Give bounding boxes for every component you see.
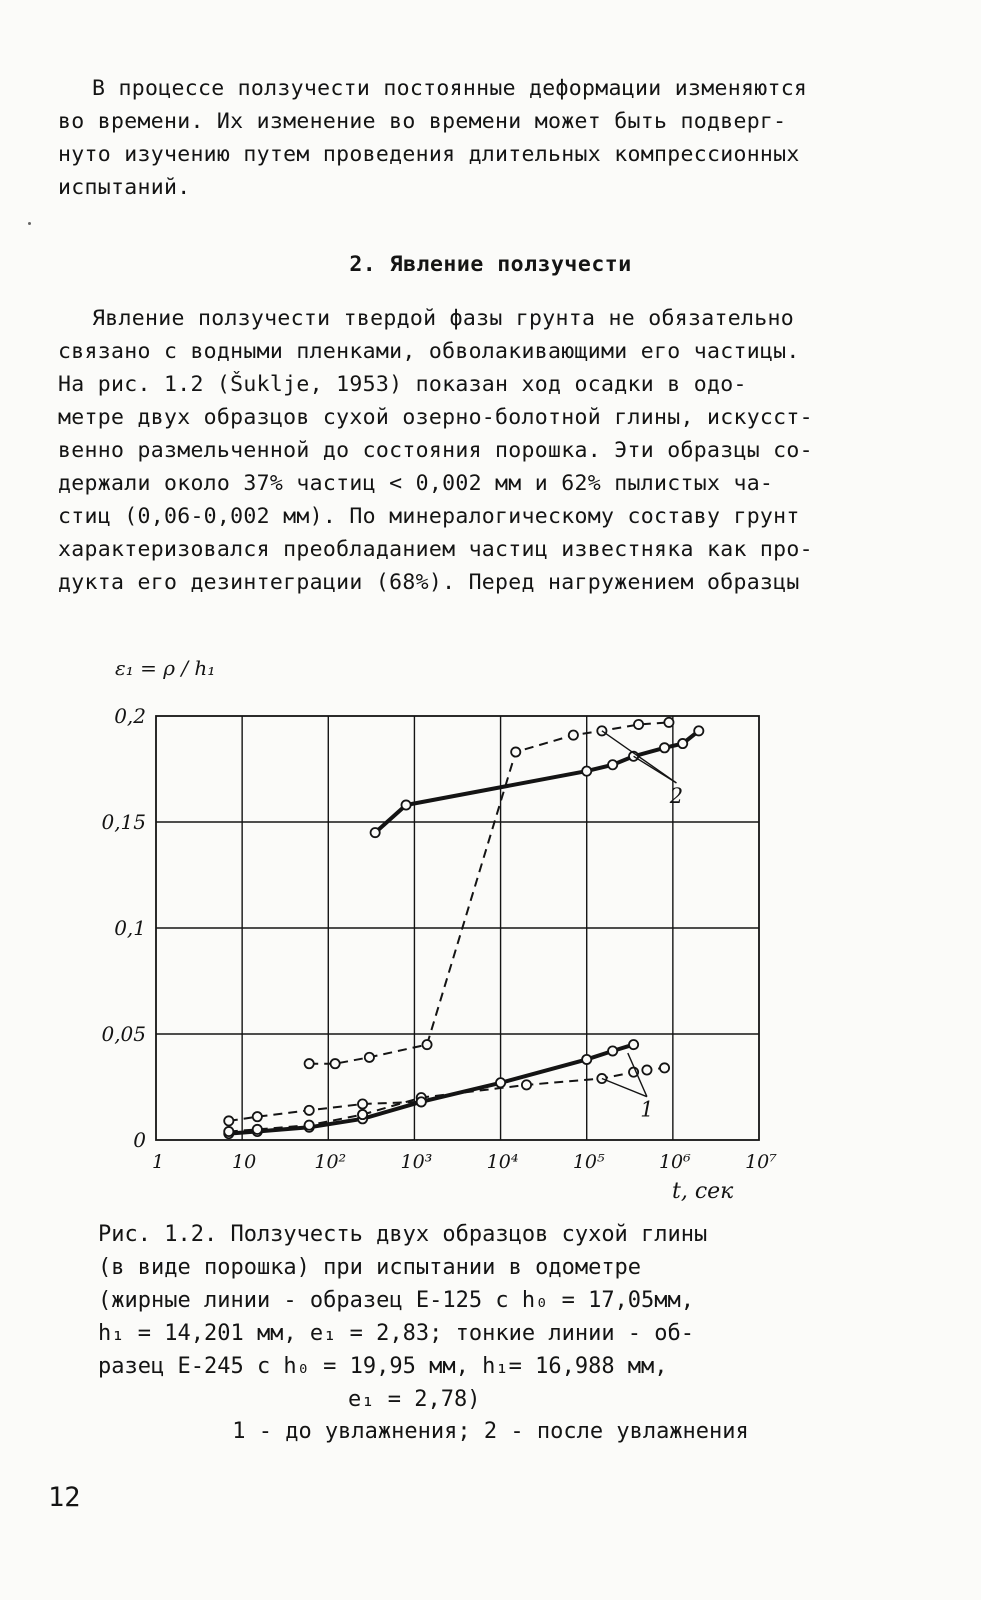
text-line: испытаний.	[58, 175, 191, 200]
data-point-marker	[305, 1106, 314, 1115]
x-tick-label: 10²	[314, 1151, 347, 1173]
caption-line: e₁ = 2,78)	[348, 1387, 481, 1412]
y-tick-label: 0	[133, 1128, 146, 1152]
data-point-marker	[634, 720, 643, 729]
text-line: В процессе ползучести постоянные деформации изменяются	[92, 76, 808, 101]
data-point-marker	[253, 1125, 262, 1134]
y-tick-label: 0,05	[101, 1022, 146, 1046]
data-point-marker	[224, 1116, 233, 1125]
x-tick-label: 1	[151, 1151, 165, 1173]
data-point-marker	[511, 747, 520, 756]
x-tick-label: 10⁴	[486, 1151, 519, 1173]
series-annotation-label: 1	[640, 1097, 654, 1122]
y-tick-label: 0,2	[114, 704, 146, 728]
caption-line: (в виде порошка) при испытании в одометре	[98, 1255, 642, 1280]
caption-line: Рис. 1.2. Ползучесть двух образцов сухой глины	[98, 1222, 708, 1247]
section-heading: 2. Явление ползучести	[349, 252, 632, 277]
text-line: держали около 37% частиц < 0,002 мм и 62% пылистых ча-	[58, 471, 774, 496]
y-axis-label: ε₁ = ρ / h₁	[115, 656, 216, 680]
x-axis-label: t, сек	[672, 1179, 734, 1204]
series-annotation-label: 2	[669, 783, 684, 808]
data-point-marker	[629, 1040, 638, 1049]
data-point-marker	[305, 1121, 314, 1130]
data-point-marker	[522, 1080, 531, 1089]
figure-caption	[98, 1218, 858, 1416]
data-point-marker	[642, 1065, 651, 1074]
data-point-marker	[224, 1127, 233, 1136]
caption-line: h₁ = 14,201 мм, e₁ = 2,83; тонкие линии - об-	[98, 1321, 695, 1346]
series-5	[305, 718, 674, 1069]
creep-chart	[90, 630, 810, 1210]
data-point-marker	[331, 1059, 340, 1068]
annotation-leader	[602, 731, 677, 783]
text-line: характеризовался преобладанием частиц известняка как про-	[58, 537, 813, 562]
data-point-marker	[694, 726, 703, 735]
y-tick-labels	[101, 704, 146, 1152]
data-point-marker	[608, 1046, 617, 1055]
series-1	[224, 1040, 638, 1138]
series-line	[375, 731, 699, 833]
text-line: стиц (0,06-0,002 мм). По минералогическому составу грунт	[58, 504, 800, 529]
data-point-marker	[305, 1059, 314, 1068]
data-point-marker	[253, 1112, 262, 1121]
data-point-marker	[358, 1110, 367, 1119]
text-line: метре двух образцов сухой озерно-болотной глины, искусст-	[58, 405, 813, 430]
scan-speck	[28, 222, 31, 225]
x-tick-label: 10⁶	[658, 1151, 691, 1173]
caption-legend: 1 - до увлажнения; 2 - после увлажнения	[232, 1419, 749, 1444]
text-line: дукта его дезинтеграции (68%). Перед нагружением образцы	[58, 570, 800, 595]
y-tick-label: 0,1	[114, 916, 146, 940]
text-line: во времени. Их изменение во времени может быть подверг-	[58, 109, 787, 134]
series-annotations	[602, 731, 683, 1122]
x-tick-label: 10⁵	[572, 1151, 605, 1173]
annotation-leader	[634, 756, 677, 783]
data-point-marker	[569, 730, 578, 739]
data-point-marker	[371, 828, 380, 837]
paragraph-creep-phenomenon	[58, 302, 920, 599]
x-tick-label: 10³	[400, 1151, 433, 1173]
data-point-marker	[660, 1063, 669, 1072]
x-tick-labels	[152, 1151, 777, 1173]
data-point-marker	[422, 1040, 431, 1049]
text-line: Явление ползучести твердой фазы грунта не обязательно	[92, 306, 794, 331]
data-point-marker	[660, 743, 669, 752]
chart-grid	[156, 716, 759, 1140]
series-line	[229, 1045, 634, 1134]
page-number: 12	[48, 1482, 81, 1513]
text-line: На рис. 1.2 (Šuklje, 1953) показан ход осадки в одо-	[58, 372, 747, 397]
text-line: венно размельченной до состояния порошка. Эти образцы со-	[58, 438, 813, 463]
text-line: нуто изучению путем проведения длительных компрессионных	[58, 142, 800, 167]
data-point-marker	[358, 1099, 367, 1108]
series-3	[371, 726, 704, 837]
data-point-marker	[365, 1053, 374, 1062]
data-point-marker	[417, 1097, 426, 1106]
data-point-marker	[582, 767, 591, 776]
paragraph-creep-intro	[58, 72, 920, 204]
caption-line: (жирные линии - образец E-125 с h₀ = 17,05мм,	[98, 1288, 695, 1313]
data-point-marker	[608, 760, 617, 769]
data-point-marker	[664, 718, 673, 727]
data-point-marker	[597, 1074, 606, 1083]
y-tick-label: 0,15	[101, 810, 146, 834]
x-tick-label: 10	[232, 1151, 257, 1173]
data-point-marker	[678, 739, 687, 748]
data-point-marker	[401, 800, 410, 809]
series-line	[309, 722, 669, 1063]
data-point-marker	[597, 726, 606, 735]
caption-line: разец E-245 с h₀ = 19,95 мм, h₁= 16,988 мм,	[98, 1354, 668, 1379]
data-point-marker	[582, 1055, 591, 1064]
data-point-marker	[496, 1078, 505, 1087]
text-line: связано с водными пленками, обволакивающими его частицы.	[58, 339, 800, 364]
x-tick-label: 10⁷	[745, 1151, 777, 1173]
series-2	[224, 1063, 669, 1136]
